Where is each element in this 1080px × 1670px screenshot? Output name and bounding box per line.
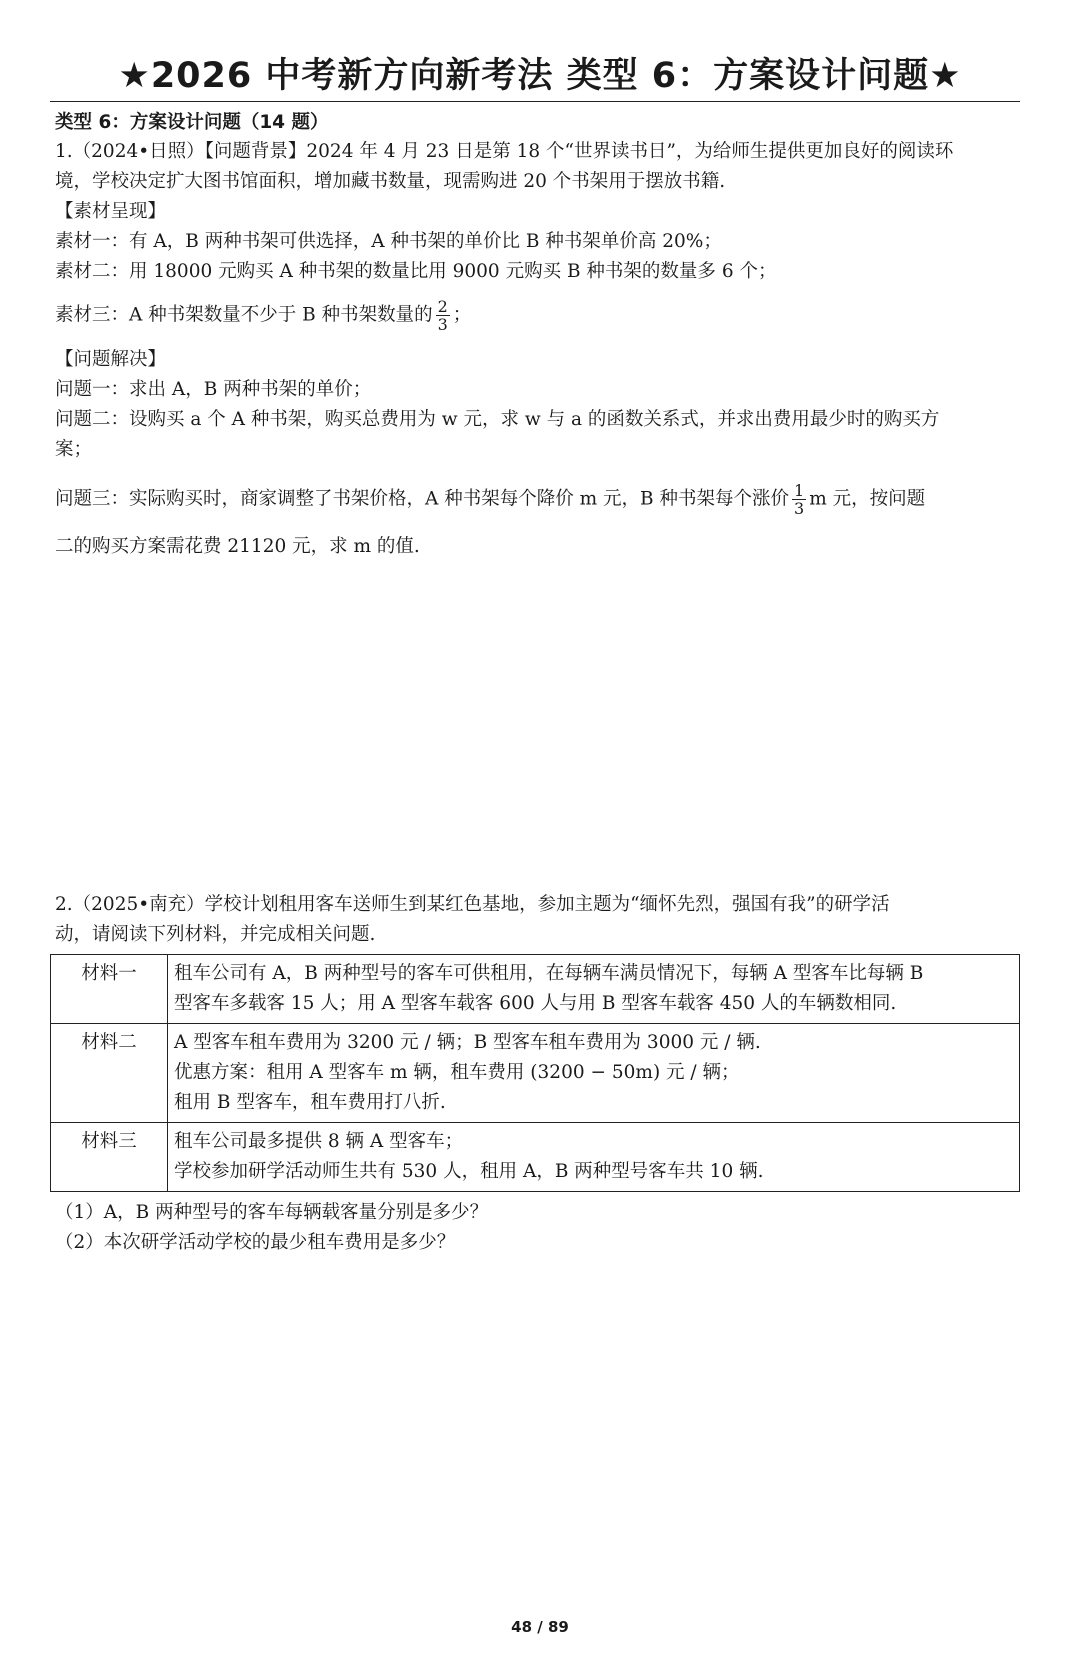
material-line: 学校参加研学活动师生共有 530 人，租用 A，B 两种型号客车共 10 辆. [174, 1161, 764, 1182]
q1-problem-2-line-1: 问题二：设购买 a 个 A 种书架，购买总费用为 w 元，求 w 与 a 的函数关系式，并求出费用最少时的购买方 [55, 409, 940, 430]
fraction-two-thirds [436, 298, 450, 333]
fraction-numerator: 2 [437, 297, 448, 316]
page-number: 48 / 89 [511, 1618, 569, 1636]
q2-line-2: 动，请阅读下列材料，并完成相关问题. [55, 924, 376, 945]
fraction-one-third [792, 482, 806, 517]
q1-line-2: 境，学校决定扩大图书馆面积，增加藏书数量，现需购进 20 个书架用于摆放书籍. [55, 171, 726, 192]
q1-problems-heading: 【问题解决】 [55, 349, 167, 370]
material-label: 材料一 [51, 955, 168, 1024]
q2-subquestion-1: （1）A，B 两种型号的客车每辆载客量分别是多少？ [55, 1202, 489, 1223]
q1-material-3-end: ； [452, 304, 472, 326]
material-line: 型客车多载客 15 人；用 A 型客车载客 600 人与用 B 型客车载客 450 人的车辆数相同. [174, 993, 897, 1014]
materials-table [50, 954, 1020, 1192]
material-label: 材料二 [51, 1024, 168, 1123]
table-row [51, 1123, 1020, 1192]
material-content [168, 1024, 1020, 1123]
q1-problem-3-rest: m 元，按问题 [809, 488, 926, 510]
material-content [168, 955, 1020, 1024]
material-label: 材料三 [51, 1123, 168, 1192]
q1-problem-3-text: 问题三：实际购买时，商家调整了书架价格，A 种书架每个降价 m 元，B 种书架每个涨价 [55, 488, 790, 510]
table-row [51, 1024, 1020, 1123]
material-line: 租车公司最多提供 8 辆 A 型客车； [174, 1131, 464, 1152]
fraction-denominator: 3 [437, 315, 448, 334]
section-heading: 类型 6：方案设计问题（14 题） [55, 112, 329, 133]
q1-problem-3-line-2: 二的购买方案需花费 21120 元，求 m 的值. [55, 536, 420, 557]
page-title: ★2026 中考新方向新考法 类型 6：方案设计问题★ [118, 56, 962, 96]
q1-material-1: 素材一：有 A，B 两种书架可供选择，A 种书架的单价比 B 种书架单价高 20%； [55, 231, 722, 252]
title-underline [50, 101, 1020, 102]
fraction-denominator: 3 [794, 499, 805, 518]
q1-materials-heading: 【素材呈现】 [55, 201, 167, 222]
q1-problem-3-line-1 [55, 482, 1025, 517]
q2-subquestion-2: （2）本次研学活动学校的最少租车费用是多少？ [55, 1232, 456, 1253]
material-line: A 型客车租车费用为 3200 元 / 辆；B 型客车租车费用为 3000 元 / 辆. [174, 1032, 761, 1053]
q1-material-2: 素材二：用 18000 元购买 A 种书架的数量比用 9000 元购买 B 种书架的数量多 6 个； [55, 261, 777, 282]
q2-line-1: 2.（2025•南充）学校计划租用客车送师生到某红色基地，参加主题为“缅怀先烈，强国有我”的研学活 [55, 894, 890, 915]
material-line: 租车公司有 A，B 两种型号的客车可供租用，在每辆车满员情况下，每辆 A 型客车比每辆 B [174, 963, 924, 984]
material-line: 优惠方案：租用 A 型客车 m 辆，租车费用 (3200 − 50m) 元 / 辆； [174, 1062, 740, 1083]
q1-material-3-text: 素材三：A 种书架数量不少于 B 种书架数量的 [55, 304, 433, 326]
q1-problem-1: 问题一：求出 A，B 两种书架的单价； [55, 379, 372, 400]
material-line: 租用 B 型客车，租车费用打八折. [174, 1092, 446, 1113]
q1-line-1: 1.（2024•日照）【问题背景】2024 年 4 月 23 日是第 18 个“世界读书日”，为给师生提供更加良好的阅读环 [55, 141, 954, 162]
q1-material-3 [55, 298, 1025, 333]
table-row [51, 955, 1020, 1024]
fraction-numerator: 1 [794, 481, 805, 500]
material-content [168, 1123, 1020, 1192]
q1-problem-2-line-2: 案； [55, 439, 93, 460]
